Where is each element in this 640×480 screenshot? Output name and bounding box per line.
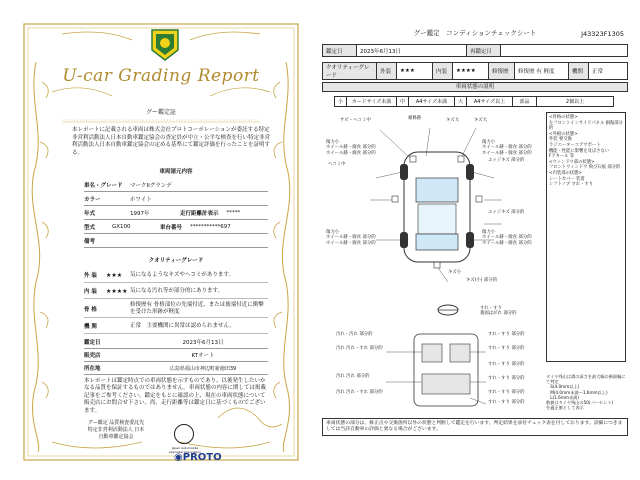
info-label: 販売店 <box>84 353 101 359</box>
legend-medium-desc: A4サイズ未満 <box>409 97 455 107</box>
seal-text: グー鑑定 品質検査委託先 特定非営利活動法人 日本自動車鑑定協会 <box>87 420 145 440</box>
sheet-grade-table <box>322 62 628 80</box>
condition-side-notes: <骨格の状態> 左フロントインサイドパネル 損傷部分的 <外板の状態> 外装 要交換 ラジエーターコアサポート 機能・性能に影響を及ぼさない Fアキール 等 <ウィンドウ部の状態> フロントウィンドウ 飛び石痕 部分的 <内装部の状態> シートカバー 装着 シフトノブ すれ・すり <box>546 112 626 362</box>
damage-label: すれ・すり 部分的 <box>488 390 525 395</box>
grade-row-engine <box>84 319 268 334</box>
odometer-label: 走行距離計表示 <box>180 210 219 217</box>
grading-certificate <box>22 22 300 462</box>
grade-row-exterior <box>84 268 268 283</box>
vehicle-row-name <box>84 178 268 192</box>
damage-label: キズ小 <box>448 270 462 275</box>
damage-label: 補修跡 <box>408 116 422 121</box>
vehicle-row-remarks <box>84 234 268 248</box>
proto-logo-text: PROTO <box>182 452 222 463</box>
vehicle-row-year <box>84 206 268 220</box>
year-value: 1997年 <box>130 210 150 217</box>
damage-legend <box>334 96 614 107</box>
color-value: ホワイト <box>130 196 152 203</box>
grade-note: 正常 主要機関に異常は認められません。 <box>130 322 235 329</box>
remarks-label: 備考 <box>84 238 96 245</box>
damage-label: すれ・すり 部分的 <box>488 376 525 381</box>
sheet-footer-note: 車両状態の部分は、修正点や交換箇所以外の状態と判断して鑑定を行います。判定結果を添付チェック表を付しております。詳細につきましては当該自動車の評価と異なる場合がございます。 <box>322 418 628 436</box>
inspect-date-value: 2023年6月13日 <box>357 45 467 57</box>
repair-value: 修復歴 有 軽度 <box>515 63 569 80</box>
model-label: 型式 <box>84 224 96 231</box>
damage-label: すれ・すり 部分的 <box>488 346 525 351</box>
damage-label: キズ(小) 部分的 <box>466 278 498 283</box>
name-grade-value: マークIIグランデ <box>130 182 172 189</box>
legend-small: 小 <box>335 97 347 107</box>
interior-label: 内装 <box>433 63 453 80</box>
chassis-value: ***********697 <box>190 223 231 230</box>
goo-badge-icon <box>150 28 180 62</box>
exterior-stars: ★★★ <box>397 63 433 80</box>
info-row-address <box>84 362 268 375</box>
damage-label: 汚れ 汚れ・すれ 部分的 <box>336 390 383 395</box>
grade-note: 修復歴有 骨格部位の先端付近、または後端付近に衝撃を受けた形跡が軽度 <box>130 302 264 315</box>
vehicle-row-color <box>84 192 268 206</box>
certificate-title: U-car Grading Report <box>62 66 260 86</box>
vehicle-section-title: 車両諸元内容 <box>159 169 193 175</box>
engine-label: 機関 <box>569 63 589 80</box>
damage-label: ヘコミ中 <box>328 162 346 167</box>
quality-section-title: クオリティーグレード <box>148 258 204 264</box>
info-row-dealer <box>84 349 268 362</box>
sheet-title: グー鑑定 コンディションチェックシート <box>413 29 537 37</box>
repair-label: 修復歴 <box>489 63 515 80</box>
info-value: KTオート <box>191 353 215 359</box>
damage-label: すれ・すり 部分的 <box>488 362 525 367</box>
legend-medium: 中 <box>397 97 409 107</box>
certificate-subtitle: グー鑑定証 <box>145 109 176 116</box>
damage-label: 汚れ 汚れ 部分的 <box>336 374 370 379</box>
certificate-intro: 本レポートに記載される車両は株式会社プロトコーポレーションが委託する特定非営利活動法人日本自動車鑑定協会の査定員が中立・公平な検査を行い特定非営利活動法人日本自動車鑑定協会の定める基準にて鑑定評価を行ったことを証明する。 <box>72 127 271 156</box>
interior-stars: ★★★★ <box>453 63 489 80</box>
grade-note: 気になる汚れ等が部分的にあります。 <box>130 287 224 294</box>
jama-text: Japan Automobile Appraisal Association <box>168 446 202 454</box>
info-label: 鑑定日 <box>84 340 101 346</box>
reinspect-value <box>501 45 628 57</box>
condition-check-sheet <box>322 24 628 440</box>
condition-title: 車両状態の説明 <box>322 82 628 92</box>
grade-row-frame <box>84 300 268 318</box>
color-label: カラー <box>84 196 101 203</box>
grade-label: 骨 格 <box>84 306 97 313</box>
engine-value: 正常 <box>589 63 628 80</box>
grade-row-interior <box>84 284 268 299</box>
info-label: 所在地 <box>84 366 101 372</box>
damage-label: 汚れ 汚れ・すれ 部分的 <box>336 346 383 351</box>
quality-label: クオリティーグレード <box>323 63 377 80</box>
info-value: 広島県福山市神辺町新徳田39 <box>169 365 237 372</box>
reinspect-label: 再鑑定日 <box>467 45 501 57</box>
damage-label: すれ・すり 部分的 <box>488 332 525 337</box>
damage-label: すれ・すり 裏面はがれ 部分的 <box>480 306 517 317</box>
tire-notes: タイヤ残山は溝の深さを最大幅の断面幅にて判定 S(4.0mm以上) M(4.0mm未満〜1.6mm以上) L(1.6mm未満) 数値はタイヤ残山の50(パーセント) を適正値として表示 <box>546 374 626 411</box>
sheet-header-table <box>322 44 628 57</box>
damage-label: キズ大 <box>446 118 460 123</box>
year-label: 年式 <box>84 210 96 217</box>
damage-label: サビ・ヘコミ中 <box>340 118 371 123</box>
grade-label: 外 装 <box>84 273 97 279</box>
chassis-label: 車台番号 <box>160 224 183 231</box>
certificate-number: J43323F1305 <box>581 30 624 38</box>
model-value: GX100 <box>112 223 131 230</box>
damage-label: すれ・すり 部分的 <box>488 400 525 405</box>
info-row-date <box>84 336 268 349</box>
damage-label: 傷力小 ホイール跡・腐食 部分的 ホイール跡・腐食 部分的 <box>326 140 376 156</box>
exterior-label: 外装 <box>377 63 397 80</box>
name-grade-label: 車名・グレード <box>84 182 123 189</box>
damage-label: 汚れ・汚れ 部分的 <box>336 332 373 337</box>
damage-label: エッジキズ 部分的 <box>488 210 525 215</box>
legend-parts-label: 部品 <box>513 97 537 107</box>
jama-logo-icon <box>174 424 194 444</box>
legend-large: 大 <box>455 97 467 107</box>
damage-label: 傷力小 ホイール跡・腐食 部分的 ホイール跡・腐食 部分的 <box>482 140 532 156</box>
grade-note: 気になるようなキズやヘコミがあります。 <box>130 271 234 278</box>
grade-stars: ★★★ <box>106 271 123 279</box>
legend-large-desc: A4サイズ以上 <box>467 97 513 107</box>
grade-label: 機 関 <box>84 324 97 330</box>
vehicle-row-model <box>84 220 268 234</box>
grade-stars: ★★★★ <box>106 287 128 295</box>
damage-label: 傷力小 ホイール跡・腐食 部分的 ホイール跡・腐食 部分的 <box>482 230 532 246</box>
damage-label: キズ大 <box>474 118 488 123</box>
damage-label: 傷力小 ホイール跡・腐食 部分的 ホイール跡・腐食 部分的 <box>326 230 376 246</box>
legend-small-desc: カードサイズ未満 <box>347 97 397 107</box>
proto-logo: ◉PROTO <box>174 452 222 463</box>
odometer-value: ***** <box>226 209 241 216</box>
info-value: 2023年6月13日 <box>182 340 224 346</box>
grade-label: 内 装 <box>84 289 97 295</box>
certificate-bottom-note: 本レポートは鑑定時点での車両状態を示すものであり、以後発生したいかなる品質を保証するものではありません。車両状態の内容に関しては掲載記事をご参考ください。鑑定をもとに確認の上、現在の車両状態について販売店にお問合せ下さい。尚、走行距離等は鑑定日に基づくものでございます。 <box>84 378 266 414</box>
legend-parts-value: 2個以上 <box>537 97 614 107</box>
inspect-date-label: 鑑定日 <box>323 45 357 57</box>
damage-label: エッジキズ 部分的 <box>488 158 525 163</box>
